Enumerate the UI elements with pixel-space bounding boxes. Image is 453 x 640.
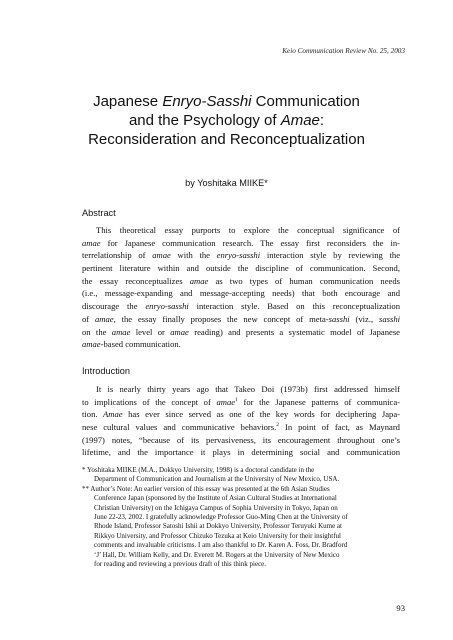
intro-line: It is nearly thirty years ago that Takeo Doi (1973b) first addressed himself [96, 384, 400, 394]
abstract-line [82, 300, 400, 313]
italic-term: amae [189, 275, 209, 286]
footnote-line: * Yoshitaka MIIKE (M.A., Dokkyo University, 1998) is a doctoral candidate in the [82, 466, 315, 474]
abstract-line [82, 224, 400, 237]
text-run: as two types of human communication needs [208, 275, 400, 286]
footnote-line: for reading and reviewing a previous draft of this think piece. [94, 559, 267, 568]
text-run: -based communication. [100, 339, 181, 350]
footnote-ref[interactable]: 2 [276, 422, 279, 429]
page-number: 93 [396, 603, 405, 613]
intro-line: (1997) notes, “because of its pervasiveness, its encouragement throughout one’s [82, 434, 400, 445]
text-run: , the essay finally proposes the new concept of meta- [113, 313, 329, 324]
italic-term: amae [152, 250, 171, 261]
abstract-body [82, 224, 400, 351]
footnote-line: June 22-23, 2002. I gratefully acknowledge Professor Guo-Ming Chen at the University of [94, 512, 348, 521]
text-run: for Japanese communication research. The essay first reconsiders the in- [100, 237, 400, 248]
text-run: interaction style by reviewing the [260, 250, 401, 261]
intro-line: nese cultural values and communicative behaviors.$^2$ In point of fact, as Maynard [82, 422, 400, 433]
abstract-line [82, 249, 400, 262]
abstract-line [82, 237, 400, 250]
text-run: interaction style. Based on this reconceptualization [188, 301, 400, 312]
text-run: This theoretical essay purports to explore the conceptual significance of [96, 225, 400, 235]
abstract-heading: Abstract [82, 208, 116, 218]
footnote-line: Rhode Island, Professor Satoshi Ishii at Dokkyo University, Professor Teruyuki Kume at [94, 522, 342, 531]
text-run: (viz., [349, 313, 379, 324]
footnote-line: ‘J’ Hall, Dr. William Kelly, and Dr. Everett M. Rogers at the University of New Mexico [94, 550, 340, 559]
footnote-line: Conference Japan (sponsored by the Institute of Asian Cultural Studies at International [94, 494, 337, 503]
abstract-line [82, 275, 400, 288]
italic-term: enryo-sasshi [216, 250, 261, 261]
footnotes [82, 466, 400, 569]
italic-term: amae [170, 326, 189, 337]
introduction-heading: Introduction [82, 366, 131, 376]
text-run: with the [170, 250, 217, 261]
text-run: (i.e., message-expanding and message-accepting needs) that both encourage and [82, 288, 400, 299]
abstract-line [82, 313, 400, 326]
footnote-ref[interactable]: 1 [235, 396, 238, 403]
footnote-line: Christian University) on the Ichigaya Campus of Sophia University in Tokyo, Japan on [94, 503, 338, 512]
text-run: on the [82, 326, 112, 337]
abstract-line [82, 287, 400, 300]
author-byline: by Yoshitaka MIIKE* [185, 178, 268, 188]
intro-line: tion. Amae has ever since served as one of the key words for deciphering Japa- [82, 409, 400, 420]
italic-term: amae [82, 237, 101, 248]
paper-title: Japanese Enryo-Sasshi Communication and the Psychology of Amae: Reconsideration and Reconceptualization [88, 93, 365, 148]
text-run: reading) and presents a systematic model of Japanese [188, 326, 401, 337]
text-run: of [82, 313, 95, 324]
text-run: level or [130, 326, 171, 337]
footnote-line: ** Author’s Note: An earlier version of this essay was presented at the 6th Asian Studies [82, 484, 330, 493]
text-run: pertinent literature within and outside the discipline of communication. Second, [82, 263, 400, 274]
running-head: Keio Communication Review No. 25, 2003 [282, 47, 405, 55]
footnote-line: Department of Communication and Journalism at the University of New Mexico, USA. [94, 475, 340, 484]
introduction-body [82, 383, 400, 459]
text-run: the essay reconceptualizes [82, 275, 190, 286]
italic-term: amae [82, 339, 101, 350]
intro-line: lifetime, and the importance it plays in determining social and communication [82, 447, 400, 458]
abstract-line [82, 338, 400, 351]
italic-term: sasshi [378, 313, 400, 324]
intro-line: to implications of the concept of amae$^1$ for the Japanese patterns of communica- [82, 396, 400, 407]
abstract-line [82, 326, 400, 339]
footnote-line: Rikkyo University, and Professor Chizuko Tezuka at Keio University for their insightful [94, 531, 341, 540]
text-run: terrelationship of [82, 250, 153, 261]
footnote-line: comments and invaluable criticisms. I am also thankful to Dr. Karen A. Foss, Dr. Bradford [94, 541, 348, 550]
italic-term: amae [111, 326, 131, 337]
abstract-line [82, 262, 400, 275]
text-run: discourage the [82, 301, 146, 312]
italic-term: enryo-sasshi [145, 301, 189, 312]
italic-term: amae [95, 313, 114, 324]
italic-term: sasshi [328, 313, 350, 324]
